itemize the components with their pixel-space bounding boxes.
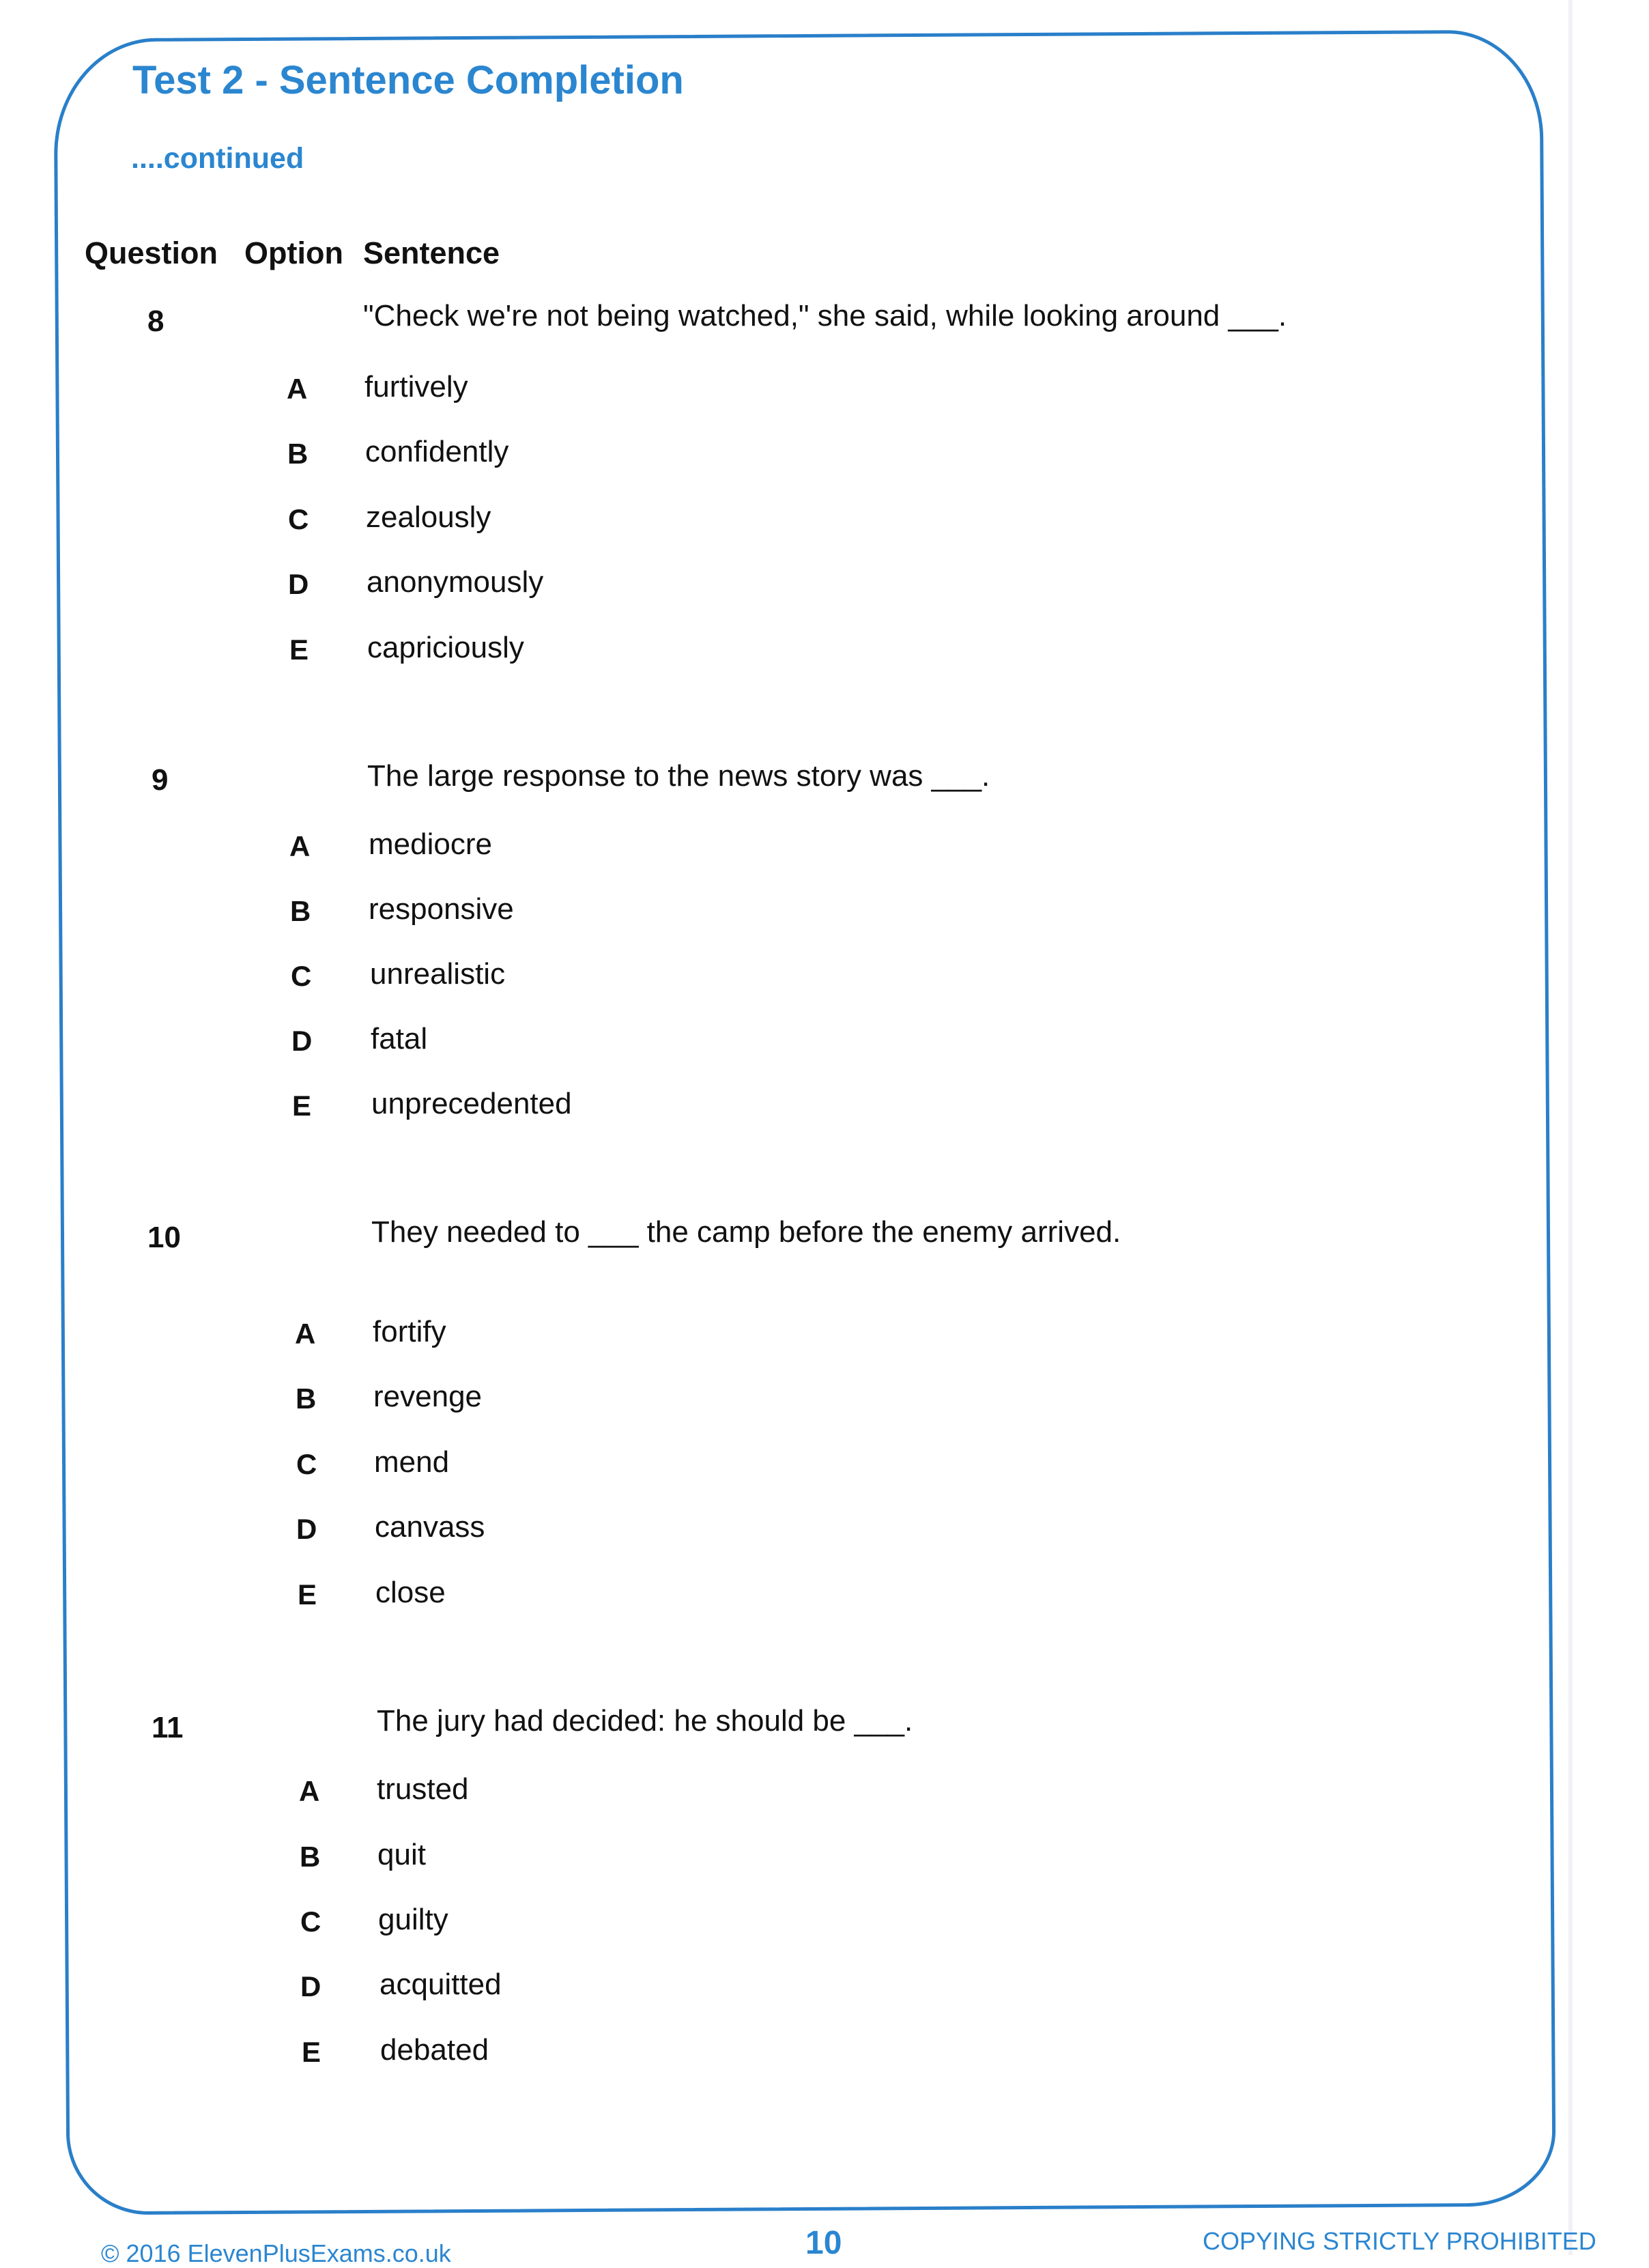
option-letter: B	[290, 895, 311, 927]
option-letter: D	[288, 568, 309, 600]
option-letter: B	[287, 438, 309, 470]
option-text[interactable]: zealously	[366, 500, 491, 534]
option-letter: C	[296, 1448, 317, 1480]
footer-notice: COPYING STRICTLY PROHIBITED	[1203, 2227, 1596, 2255]
option-text[interactable]: furtively	[364, 370, 468, 403]
option-text[interactable]: acquitted	[379, 1968, 502, 2001]
option-text[interactable]: trusted	[377, 1772, 469, 1806]
column-header-option: Option	[244, 236, 343, 270]
question-sentence: The large response to the news story was ___.	[367, 759, 990, 793]
option-letter: C	[300, 1905, 321, 1938]
option-letter: C	[288, 503, 309, 535]
option-letter: A	[299, 1775, 320, 1807]
option-letter: E	[292, 1090, 312, 1122]
option-text[interactable]: responsive	[369, 892, 514, 926]
page-number: 10	[805, 2225, 842, 2261]
option-text[interactable]: unrealistic	[370, 957, 506, 991]
option-letter: D	[296, 1513, 317, 1545]
question-sentence: They needed to ___ the camp before the enemy arrived.	[371, 1215, 1121, 1249]
question-number: 9	[152, 763, 169, 797]
option-text[interactable]: debated	[380, 2033, 489, 2067]
option-text[interactable]: close	[375, 1576, 446, 1609]
option-text[interactable]: mend	[374, 1445, 450, 1479]
option-text[interactable]: confidently	[365, 435, 509, 468]
option-text[interactable]: guilty	[378, 1903, 448, 1936]
option-letter: D	[291, 1025, 313, 1057]
option-letter: C	[291, 960, 312, 992]
option-letter: E	[298, 1578, 317, 1611]
question-number: 8	[147, 304, 164, 338]
option-text[interactable]: quit	[377, 1838, 426, 1871]
option-letter: A	[295, 1318, 316, 1350]
option-text[interactable]: anonymously	[367, 565, 544, 599]
option-letter: B	[296, 1383, 317, 1415]
option-letter: A	[287, 373, 308, 405]
question-number: 11	[152, 1711, 184, 1744]
option-text[interactable]: mediocre	[369, 827, 492, 861]
column-header-question: Question	[85, 236, 218, 270]
option-text[interactable]: capriciously	[367, 631, 524, 664]
option-text[interactable]: fortify	[373, 1315, 446, 1348]
option-letter: B	[300, 1841, 321, 1873]
continued-label: ....continued	[131, 142, 304, 175]
option-text[interactable]: canvass	[375, 1510, 485, 1544]
option-letter: E	[302, 2036, 321, 2068]
option-text[interactable]: revenge	[373, 1380, 483, 1413]
column-header-sentence: Sentence	[363, 236, 500, 270]
option-letter: E	[289, 634, 309, 666]
content-frame	[53, 29, 1555, 2215]
option-text[interactable]: fatal	[371, 1022, 428, 1055]
question-number: 10	[147, 1221, 181, 1254]
page-edge	[1568, 0, 1573, 2255]
question-sentence: The jury had decided: he should be ___.	[377, 1704, 913, 1738]
page-title: Test 2 - Sentence Completion	[132, 58, 684, 102]
footer-copyright: © 2016 ElevenPlusExams.co.uk	[101, 2239, 451, 2267]
option-text[interactable]: unprecedented	[371, 1087, 572, 1120]
option-letter: A	[289, 830, 311, 862]
question-sentence: "Check we're not being watched," she said, while looking around ___.	[363, 299, 1287, 332]
option-letter: D	[300, 1970, 321, 2002]
